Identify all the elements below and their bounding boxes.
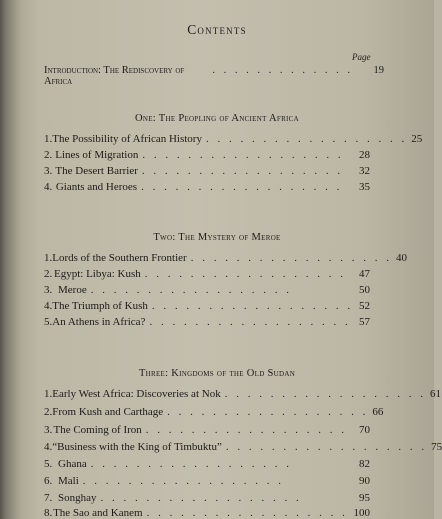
entry-page: 52 — [359, 300, 370, 312]
leader-dots: . . . . . . . . . . . . . . . . . . — [151, 300, 354, 312]
leader-dots: . . . . . . . . . . . . . . . . . . — [144, 268, 347, 280]
entry-page: 47 — [359, 268, 370, 280]
entry-page: 57 — [359, 316, 370, 328]
entry-number: 1. — [44, 252, 53, 264]
entry-title: The Possibility of African History — [52, 133, 202, 145]
entry-title: Giants and Heroes — [55, 181, 138, 193]
toc-entry — [44, 441, 442, 453]
intro-entry — [44, 65, 384, 87]
entry-page: 100 — [353, 507, 370, 519]
toc-entry — [44, 458, 370, 470]
entry-title: “Business with the King of Timbuktu” — [52, 441, 222, 453]
entry-number: 2. — [44, 268, 53, 280]
page-title: Contents — [187, 22, 247, 37]
entry-title: The Sao and Kanem — [53, 507, 143, 519]
entry-page: 66 — [372, 406, 384, 418]
entry-page: 95 — [359, 492, 370, 504]
intro-page: 19 — [373, 65, 384, 76]
entry-number: 4. — [44, 441, 53, 453]
leader-dots: . . . . . . . . . . . . . . . . . . — [82, 475, 285, 487]
entry-page: 61 — [429, 388, 441, 400]
entry-title: Mali — [58, 475, 79, 487]
toc-entry — [44, 133, 423, 145]
leader-dots: . . . . . . . . . . . . . . . . . . — [90, 284, 292, 296]
section-heading-two: Two: The Mystery of Meroe — [153, 232, 281, 243]
leader-dots: . . . . . . . . . . . . . . . . . . — [141, 181, 343, 193]
entry-page: 35 — [359, 181, 370, 193]
leader-dots: . . . . . . . . . . . . . . . . . . — [190, 252, 392, 264]
leader-dots: . . . . . . . . . . . . . . . . . . — [141, 165, 344, 177]
entry-title: The Coming of Iron — [53, 424, 142, 436]
toc-entry — [44, 406, 384, 418]
leader-dots: . . . . . . . . . . . . . . . . . . — [90, 458, 292, 470]
toc-entry — [44, 507, 370, 519]
entry-title: Songhay — [58, 492, 97, 504]
entry-number: 6. — [44, 475, 53, 487]
section-heading-three: Three: Kingdoms of the Old Sudan — [138, 368, 296, 379]
entry-number: 3. — [44, 165, 53, 177]
entry-number: 3. — [44, 424, 53, 436]
toc-entry — [44, 475, 370, 487]
entry-page: 40 — [395, 252, 407, 264]
leader-dots: . . . . . . . . . . . . . . . . . . — [225, 441, 428, 453]
entry-title: The Desert Barrier — [55, 165, 138, 177]
leader-dots: . . . . . . . . . . . . . . . . . . — [149, 316, 351, 328]
entry-page: 32 — [359, 165, 370, 177]
entry-title: Meroe — [58, 284, 87, 296]
entry-number: 5. — [44, 316, 53, 328]
toc-entry — [44, 252, 407, 264]
toc-entry — [44, 388, 441, 400]
entry-page: 90 — [359, 475, 370, 487]
entry-number: 3. — [44, 284, 53, 296]
entry-title: Early West Africa: Discoveries at Nok — [52, 388, 221, 400]
entry-page: 82 — [359, 458, 370, 470]
entry-number: 1. — [44, 388, 53, 400]
entry-title: From Kush and Carthage — [52, 406, 164, 418]
entry-number: 4. — [44, 181, 53, 193]
toc-entry — [44, 424, 370, 436]
entry-number: 4. — [44, 300, 53, 312]
toc-entry — [44, 492, 370, 504]
entry-number: 1. — [44, 133, 53, 145]
entry-number: 2. — [44, 149, 53, 161]
toc-entry — [44, 284, 370, 296]
entry-title: An Athens in Africa? — [52, 316, 146, 328]
entry-page: 25 — [411, 133, 423, 145]
section-heading-one: One: The Peopling of Ancient Africa — [134, 113, 300, 124]
entry-page: 28 — [359, 149, 370, 161]
entry-title: Ghana — [58, 458, 87, 470]
entry-number: 7. — [44, 492, 53, 504]
leader-dots: . . . . . . . . . . . . . . . . . . — [142, 149, 344, 161]
leader-dots: . . . . . . . . . . . . . . . . . . — [224, 388, 426, 400]
entry-number: 8. — [44, 507, 53, 519]
entry-page: 75 — [431, 441, 442, 453]
toc-entry — [44, 300, 370, 312]
leader-dots: . . . . . . . . . . . . . . . . . . — [145, 424, 348, 436]
entry-title: Egypt: Libya: Kush — [53, 268, 141, 280]
entry-number: 5. — [44, 458, 53, 470]
entry-page: 50 — [359, 284, 370, 296]
leader-dots: . . . . . . . . . . . . . . . . . . — [146, 507, 348, 519]
page-column-label: Page — [352, 52, 371, 62]
entry-title: Lords of the Southern Frontier — [52, 252, 187, 264]
entry-page: 70 — [359, 424, 370, 436]
toc-entry — [44, 268, 370, 280]
leader-dots: . . . . . . . . . . . . . . . . . . — [167, 406, 369, 418]
toc-entry — [44, 165, 370, 177]
toc-entry — [44, 149, 370, 161]
entry-title: The Triumph of Kush — [52, 300, 148, 312]
leader-dots: . . . . . . . . . . . . . . . . . . — [100, 492, 302, 504]
entry-title: Lines of Migration — [55, 149, 139, 161]
leader-dots: . . . . . . . . . . . . . . . . . . — [205, 133, 408, 145]
toc-entry — [44, 181, 370, 193]
entry-number: 2. — [44, 406, 53, 418]
toc-entry — [44, 316, 370, 328]
intro-title: Introduction: The Rediscovery of Africa — [44, 65, 185, 87]
leader-dots: . . . . . . . . . . . . . — [212, 65, 354, 76]
